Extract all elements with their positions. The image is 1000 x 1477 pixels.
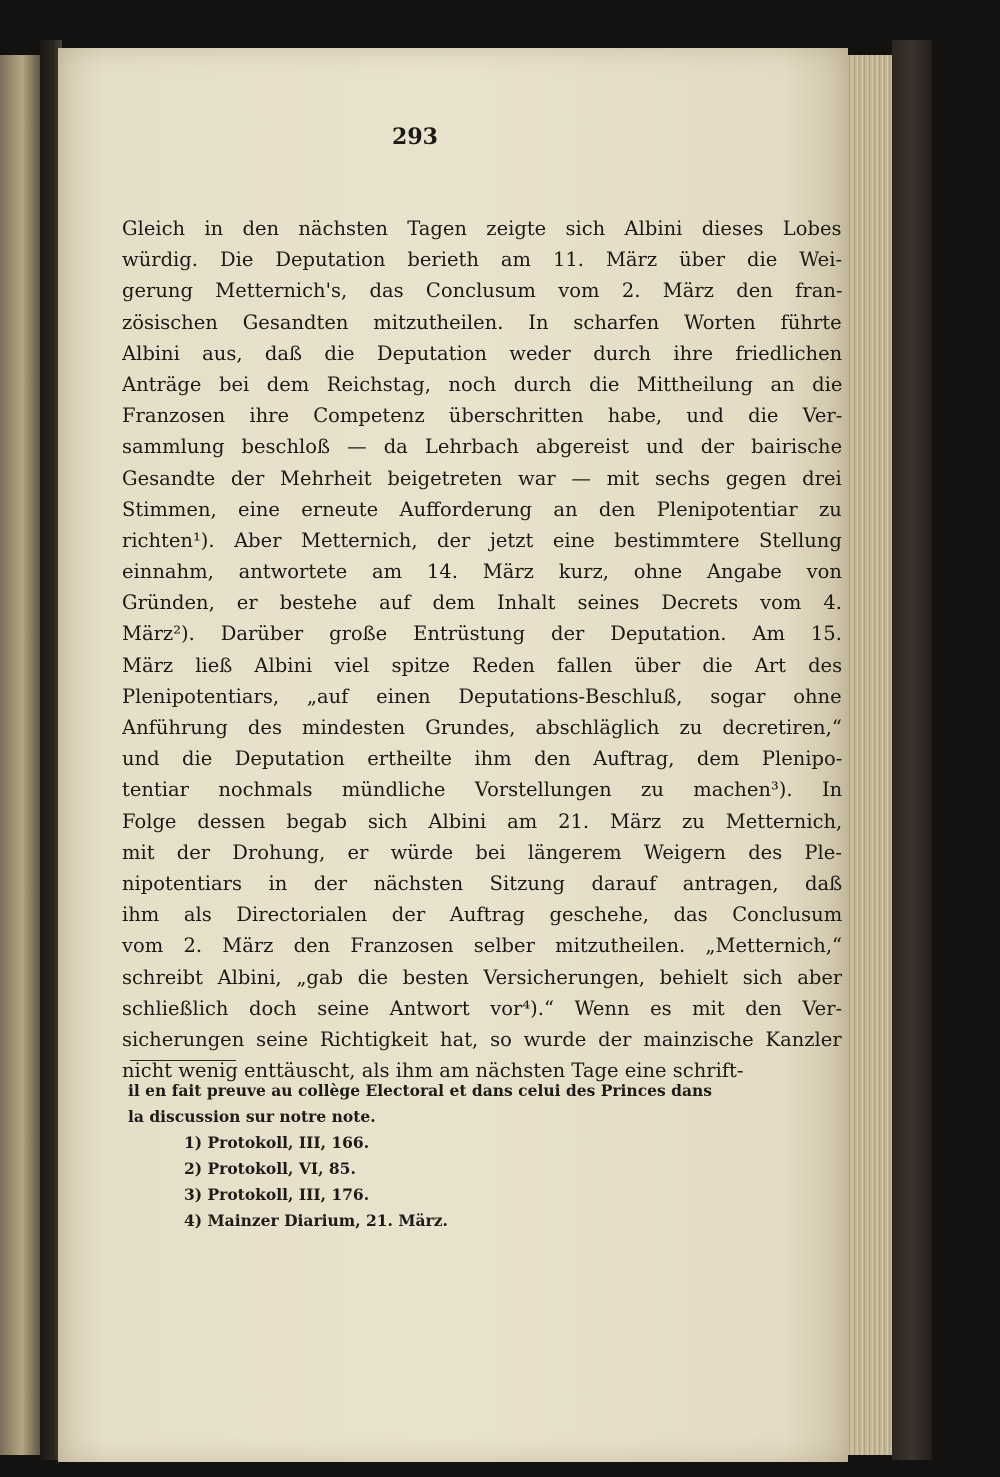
text-line: nipotentiars in der nächsten Sitzung darauf antragen, daß: [122, 871, 842, 895]
footnote-continuation-line: la discussion sur notre note.: [128, 1107, 376, 1126]
text-line: Gründen, er bestehe auf dem Inhalt seines Decrets vom 4.: [122, 591, 842, 615]
text-line: mit der Drohung, er würde bei längerem Weigern des Ple-: [122, 840, 842, 864]
footnote-separator: [130, 1060, 236, 1061]
left-page-edge: [0, 55, 40, 1455]
text-line: sammlung beschloß — da Lehrbach abgereist und der bairische: [122, 435, 842, 459]
text-line: Franzosen ihre Competenz überschritten habe, und die Ver-: [122, 404, 842, 428]
footnotes: [128, 1078, 848, 1234]
text-line: Gleich in den nächsten Tagen zeigte sich Albini dieses Lobes: [122, 217, 842, 240]
text-line: Gesandte der Mehrheit beigetreten war — mit sechs gegen drei: [122, 466, 842, 490]
text-line: ihm als Directorialen der Auftrag geschehe, das Conclusum: [122, 903, 842, 927]
text-line: nicht wenig enttäuscht, als ihm am nächsten Tage eine schrift-: [122, 1059, 744, 1083]
text-line: März ließ Albini viel spitze Reden fallen über die Art des: [122, 653, 842, 677]
text-line: und die Deputation ertheilte ihm den Auftrag, dem Plenipo-: [122, 747, 842, 771]
text-line: vom 2. März den Franzosen selber mitzutheilen. „Metternich,“: [122, 934, 842, 958]
text-line: März²). Darüber große Entrüstung der Deputation. Am 15.: [122, 622, 842, 646]
text-line: zösischen Gesandten mitzutheilen. In scharfen Worten führte: [122, 310, 842, 334]
page-number: 293: [392, 124, 438, 150]
book-cover-edge: [892, 40, 932, 1460]
text-line: einnahm, antwortete am 14. März kurz, ohne Angabe von: [122, 560, 842, 584]
text-line: richten¹). Aber Metternich, der jetzt eine bestimmtere Stellung: [122, 528, 842, 552]
footnote-2: 2) Protokoll, VI, 85.: [184, 1159, 356, 1178]
text-line: Anträge bei dem Reichstag, noch durch die Mittheilung an die: [122, 372, 842, 396]
text-line: Folge dessen begab sich Albini am 21. März zu Metternich,: [122, 809, 842, 833]
page-stack-edge: [846, 55, 892, 1455]
text-line: tentiar nochmals mündliche Vorstellungen zu machen³). In: [122, 778, 842, 802]
text-line: sicherungen seine Richtigkeit hat, so wurde der mainzische Kanzler: [122, 1027, 842, 1051]
text-line: schreibt Albini, „gab die besten Versicherungen, behielt sich aber: [122, 965, 842, 989]
text-line: gerung Metternich's, das Conclusum vom 2. März den fran-: [122, 279, 842, 303]
text-line: Plenipotentiars, „auf einen Deputations-Beschluß, sogar ohne: [122, 684, 842, 708]
footnote-4: 4) Mainzer Diarium, 21. März.: [184, 1211, 448, 1230]
text-line: Anführung des mindesten Grundes, abschläglich zu decretiren,“: [122, 716, 842, 739]
footnote-3: 3) Protokoll, III, 176.: [184, 1185, 370, 1204]
footnote-continuation-line: il en fait preuve au collège Electoral et dans celui des Princes dans: [128, 1081, 712, 1100]
text-line: schließlich doch seine Antwort vor⁴).“ Wenn es mit den Ver-: [122, 996, 842, 1020]
text-line: Albini aus, daß die Deputation weder durch ihre friedlichen: [122, 341, 842, 365]
text-line: Stimmen, eine erneute Aufforderung an den Plenipotentiar zu: [122, 497, 842, 521]
footnote-1: 1) Protokoll, III, 166.: [184, 1133, 370, 1152]
body-text: [122, 213, 842, 1086]
text-line: würdig. Die Deputation berieth am 11. März über die Wei-: [122, 248, 842, 272]
